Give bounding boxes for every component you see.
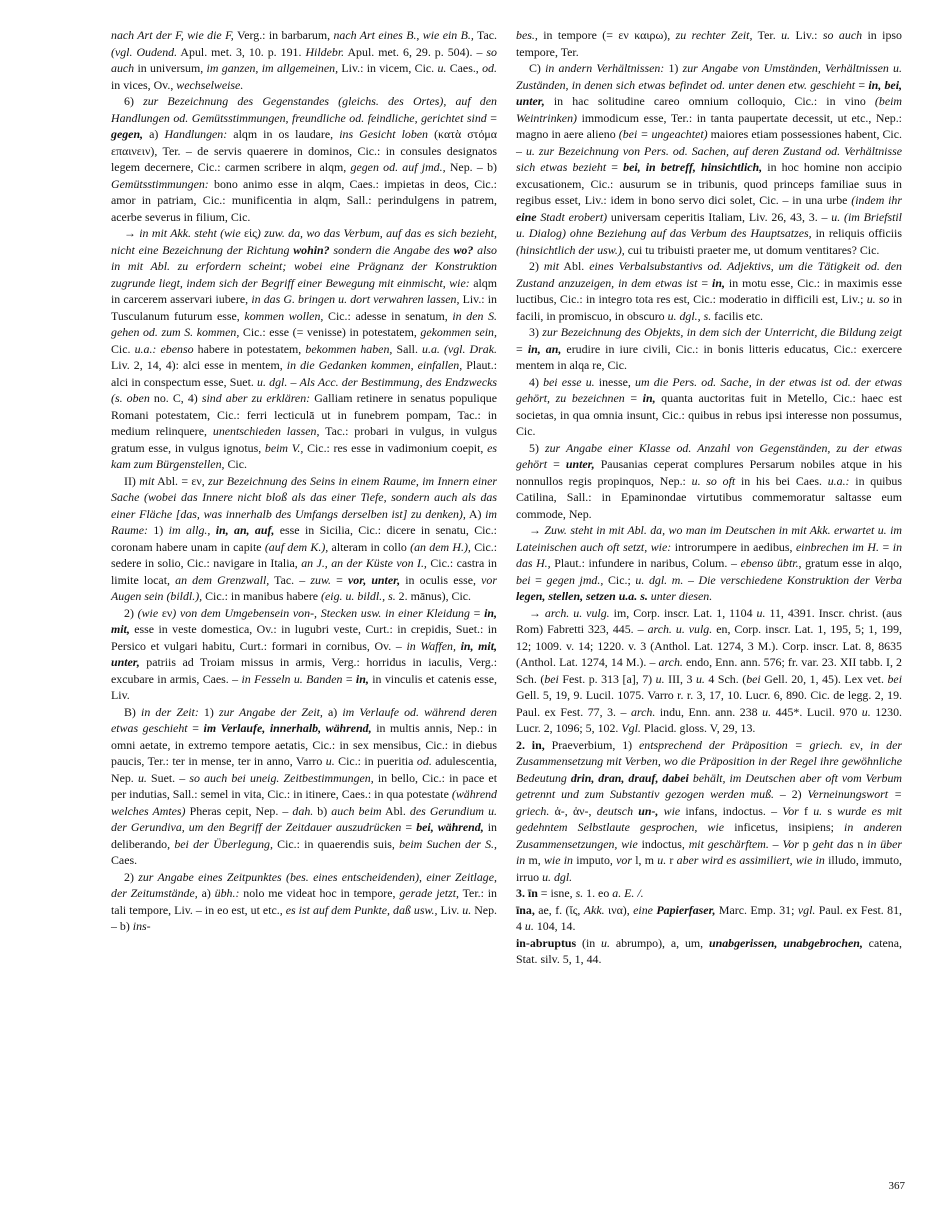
dictionary-paragraph: → in mit Akk. steht (wie εἰς) zuw. da, wo das Verbum, auf das es sich bezieht, nicht eine Bezeichnung der Richtung wohin? sondern die Angabe des wo? also in mit Abl. zu erfordern scheint; wobei eine Prägnanz der Konstruktion zugrunde liegt, indem sich der Begriff einer Bewegung mit einmischt, wie: alqm in carcerem asservari iubere, in das G. bringen u. dort verwahren lassen, Liv.: in Tusculanum futurum esse, kommen wollen, Cic.: adesse in senatum, in den S. gehen od. zum S. kommen, Cic.: esse (= venisse) in potestatem, gekommen sein, Cic. u.a.: ebenso habere in potestatem, bekommen haben, Sall. u.a. (vgl. Drak. Liv. 2, 14, 4): alci esse in mentem, in die Gedanken kommen, einfallen, Plaut.: alci in conspectum esse, Suet. u. dgl. – Als Acc. der Bestimmung, des Endzwecks (s. oben no. C, 4) sind aber zu erklären: Galliam retinere in senatus populique Romani potestatem, Cic.: ferri lecticulā ut in funebrem pompam, Tac.: in medium relinquere, unentschieden lassen, Tac.: probari in vulgus, in vulgus gratum esse, in vulgus ignotus, beim V., Cic.: res esse in vadimonium coepit, es kam zum Bürgenstellen, Cic. <box>111 226 498 471</box>
dictionary-paragraph: 6) zur Bezeichnung des Gegenstandes (gleichs. des Ortes), auf den Handlungen od. Gemütsstimmungen, freundliche od. feindliche, gerichtet sind = gegen, a) Handlungen: alqm in os laudare, ins Gesicht loben (κατὰ στόμα επαινειν), Ter. – de servis quaerere in dominos, Cic.: in consules designatos legem decernere, Cic.: carmen scribere in alqm, gegen od. auf jmd., Nep. – b) Gemütsstimmungen: bono animo esse in alqm, Caes.: impietas in deos, Cic.: amor in patriam, Cic.: munificentia in alqm, Sall.: perindulgens in patrem, acerbe severus in filium, Cic. <box>111 94 498 224</box>
dictionary-paragraph: 3. īn = isne, s. 1. eo a. E. /. <box>516 886 644 900</box>
dictionary-paragraph: īna, ae, f. (ἴς, Akk. ινα), eine Papierfaser, Marc. Emp. 31; vgl. Paul. ex Fest. 81, 4 u. 104, 14. <box>516 902 902 933</box>
right-column <box>516 27 902 968</box>
dictionary-paragraph: bes., in tempore (= εν καιρω), zu rechter Zeit, Ter. u. Liv.: so auch in ipso tempore, Ter. <box>516 28 902 59</box>
dictionary-paragraph: 5) zur Angabe einer Klasse od. Anzahl von Gegenständen, zu der etwas gehört = unter, Pausanias ceperat complures Persarum nobiles atque in his nonnullos regis propinquos, Nep.: u. so oft in his bei Caes. u.a.: in quibus Catilina, Sall.: in Epaminondae virtutibus commemoratur saltasse eum commode, Nep. <box>516 440 902 521</box>
dictionary-paragraph: 4) bei esse u. inesse, um die Pers. od. Sache, in der etwas ist od. der etwas gehört, zu bezeichnen = in, quanta auctoritas fuit in Metello, Cic.: haec est societas, in qua omnia insunt, Cic.: quibus in rebus ipsi interesse non possumus, Cic. <box>516 374 902 438</box>
dictionary-paragraph: 2) zur Angabe eines Zeitpunktes (bes. eines entscheidenden), einer Zeitlage, der Zeitumstände, a) übh.: nolo me videat hoc in tempore, gerade jetzt, Ter.: in tali tempore, Liv. – in eo est, ut etc., es ist auf dem Punkte, daß usw., Liv. u. Nep. – b) ins- <box>111 869 497 933</box>
dictionary-paragraph: C) in andern Verhältnissen: 1) zur Angabe von Umständen, Verhältnissen u. Zuständen, in denen sich etwas befindet od. unter denen etw. geschieht = in, bei, unter, in hac solitudine careo omnium colloquio, Cic.: in vino (beim Weintrinken) immodicum esse, Ter.: in tanta paupertate decessit, ut etc., Nep.: magno in aere alieno (bei = ungeachtet) maiores etiam possessiones habent, Cic. – u. zur Bezeichnung von Pers. od. Sachen, auf deren Zustand od. Verhältnisse sich etwas bezieht = bei, in betreff, hinsichtlich, in hoc homine non accipio excusationem, Cic.: ausurum se in tribunis, quod princeps familiae suus in regibus esset, Liv.: idem in bono servo dici solet, Cic. – in una urbe (indem ihr eine Stadt erobert) universam ceperitis Italiam, Liv. 26, 43, 3. – u. (im Briefstil u. Dialog) ohne Beziehung auf das Verbum des Hauptsatzes, in reliquis officiis (hinsichtlich der usw.), cui tu tribuisti praeter me, ut domum ventitares? Cic. <box>516 61 903 257</box>
dictionary-paragraph: 2. in, Praeverbium, 1) entsprechend der Präposition = griech. εν, in der Zusammensetzung mit Verben, wo die Präposition in der Regel ihre gewöhnliche Bedeutung drin, dran, drauf, dabei behält, im Deutschen aber oft vom Verbum getrennt und zum Substantiv gezogen werden muß. – 2) Verneinungswort = griech. ἀ-, ἀν-, deutsch un-, wie infans, indoctus. – Vor f u. s wurde es mit gedehntem Selbstlaute gesprochen, wie inficetus, insipiens; in anderen Zusammensetzungen, wie indoctus, mit geschärftem. – Vor p geht das n in über in m, wie in imputo, vor l, m u. r aber wird es assimiliert, wie in illudo, immuto, irruo u. dgl. <box>516 737 903 884</box>
dictionary-paragraph: 2) (wie εν) von dem Umgebensein von-, Stecken usw. in einer Kleidung = in, mit, esse in veste domestica, Ov.: in lugubri veste, Curt.: in crepidis, Suet.: in Persico et vulgari habitu, Curt.: formari in cornibus, Ov. – in Waffen, in, mit, unter, patriis ad Troiam missus in armis, Verg.: horridus in iaculis, Verg.: excubare in armis, Caes. – in Fesseln u. Banden = in, in vinculis et catenis esse, Liv. <box>111 605 498 702</box>
dictionary-paragraph: → Zuw. steht in mit Abl. da, wo man im Deutschen in mit Akk. erwartet u. im Lateinischen auch oft setzt, wie: introrumpere in aedibus, einbrechen im H. = in das H., Plaut.: infundere in naribus, Colum. – ebenso übtr., gratum esse in alqo, bei = gegen jmd., Cic.; u. dgl. m. – Die verschiedene Konstruktion der Verba legen, stellen, setzen u.a. s. unter diesen. <box>516 523 903 603</box>
left-column <box>111 27 497 935</box>
dictionary-paragraph: in-abruptus (in u. abrumpo), a, um, unabgerissen, unabgebrochen, catena, Stat. silv. 5, 1, 44. <box>516 935 903 966</box>
dictionary-paragraph: 2) mit Abl. eines Verbalsubstantivs od. Adjektivs, um die Tätigkeit od. den Zustand anzuzeigen, in dem etwas ist = in, in motu esse, Cic.: in maximis esse luctibus, Cic.: in integro tota res est, Cic.: moderatio in difficili est, Liv.; u. so in facili, in promiscuo, in obscuro u. dgl., s. facilis etc. <box>516 259 903 323</box>
page-number: 367 <box>888 1180 905 1192</box>
dictionary-paragraph: → arch. u. vulg. im, Corp. inscr. Lat. 1, 1104 u. 11, 4391. Inscr. christ. (aus Rom) Fabretti 323, 445. – arch. u. vulg. en, Corp. inscr. Lat. 1, 195, 5; 1, 199, 12; 1009. v. 14; 1220. v. 3 (Anthol. Lat. 1274, 3 M.). Corp. inscr. Lat. 8, 8635 (Anthol. Lat. 1274, 14 M.). – arch. endo, Enn. ann. 576; fr. var. 23. XII tabb. I, 2 Sch. (bei Fest. p. 313 [a], 7) u. III, 3 u. 4 Sch. (bei Gell. 20, 1, 45). Lex vet. bei Gell. 5, 19, 9. Lucil. 1075. Varro r. r. 3, 17, 10. Lucr. 6, 890. Cic. de legg. 2, 19. Paul. ex Fest. 77, 3. – arch. indu, Enn. ann. 238 u. 445*. Lucil. 970 u. 1230. Lucr. 2, 1096; 5, 102. Vgl. Placid. gloss. V, 29, 13. <box>516 605 903 735</box>
dictionary-paragraph: nach Art der F, wie die F, Verg.: in barbarum, nach Art eines B., wie ein B., Tac. (vgl. Oudend. Apul. met. 3, 10. p. 191. Hildebr. Apul. met. 6, 29. p. 504). – so auch in universum, im ganzen, im allgemeinen, Liv.: in vicem, Cic. u. Caes., od. in vices, Ov., wechselweise. <box>111 28 498 92</box>
dictionary-paragraph: II) mit Abl. = εν, zur Bezeichnung des Seins in einem Raume, im Innern einer Sache (wobei das Innere nicht bloß als das einer Tiefe, sondern auch als das einer Fläche [das, was innerhalb des Umfangs derselben ist] zu denken), A) im Raume: 1) im allg., in, an, auf, esse in Sicilia, Cic.: dicere in senatu, Cic.: coronam habere unam in capite (auf dem K.), alteram in collo (an dem H.), Cic.: sedere in solio, Cic.: navigare in Italia, an J., an der Küste von I., Cic.: castra in limite locat, an dem Grenzwall, Tac. – zuw. = vor, unter, in oculis esse, vor Augen sein (bildl.), Cic.: in manibus habere (eig. u. bildl., s. 2. mānus), Cic. <box>111 473 497 603</box>
dictionary-paragraph: B) in der Zeit: 1) zur Angabe der Zeit, a) im Verlaufe od. während deren etwas geschieht = im Verlaufe, innerhalb, während, in multis annis, Nep.: in omni aetate, in extremo tempore aetatis, Cic.: in sex mensibus, Cic.: in diebus paucis, Ter.: ter in mense, ter in anno, Varro u. Cic.: in pueritia od. adulescentia, Nep. u. Suet. – so auch bei uneig. Zeitbestimmungen, in bello, Cic.: in pace et per indutias, Sall.: semel in vita, Cic.: in itinere, Caes.: in qua potestate (während welches Amtes) Pheras cepit, Nep. – dah. b) auch beim Abl. des Gerundium u. der Gerundiva, um den Begriff der Zeitdauer auszudrücken = bei, während, in deliberando, bei der Überlegung, Cic.: in quaerendis suis, beim Suchen der S., Caes. <box>111 704 498 867</box>
dictionary-paragraph: 3) zur Bezeichnung des Objekts, in dem sich der Unterricht, die Bildung zeigt = in, an, erudire in iure civili, Cic.: in bonis litteris educatus, Cic.: exercere mentem in alqa re, Cic. <box>516 325 902 372</box>
